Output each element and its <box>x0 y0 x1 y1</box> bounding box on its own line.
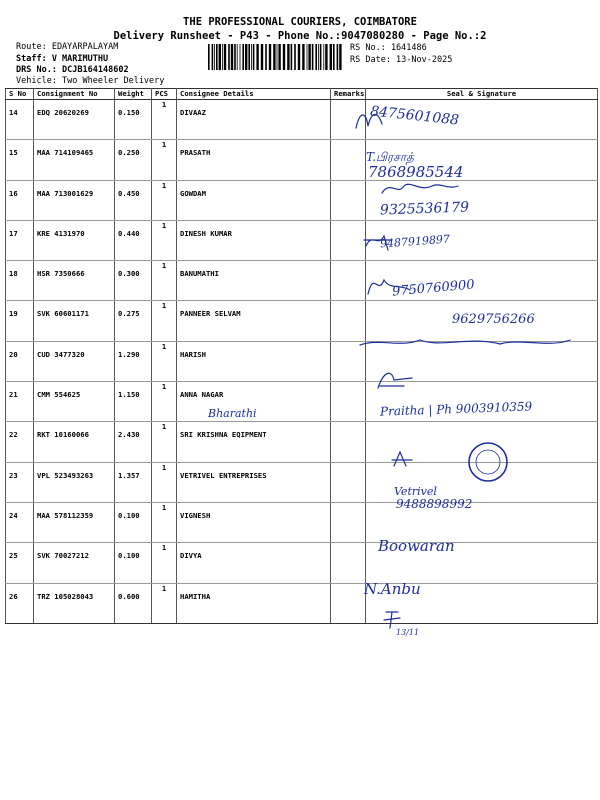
handwritten-r15-phone: 7868985544 <box>368 163 464 181</box>
cell-sno: 15 <box>6 140 34 180</box>
handwritten-r14: 8475601088 <box>369 103 460 129</box>
cell-weight: 0.300 <box>115 261 152 301</box>
table-row <box>6 502 598 542</box>
cell-sno: 21 <box>6 382 34 422</box>
cell-sno: 18 <box>6 261 34 301</box>
cell-consignment: VPL 523493263 <box>34 462 115 502</box>
table-row <box>6 261 598 301</box>
cell-consignee: GOWDAM <box>177 180 331 220</box>
cell-consignment: EDQ 20620269 <box>34 100 115 140</box>
cell-remarks <box>331 422 366 462</box>
col-sno: S No <box>6 89 34 100</box>
cell-weight: 1.357 <box>115 462 152 502</box>
cell-consignment: MAA 713001629 <box>34 180 115 220</box>
handwritten-r15-name: T.பிரசாத் <box>366 150 414 164</box>
cell-remarks <box>331 502 366 542</box>
cell-remarks <box>331 180 366 220</box>
cell-consignee: DINESH KUMAR <box>177 220 331 260</box>
cell-remarks <box>331 140 366 180</box>
cell-weight: 0.600 <box>115 583 152 623</box>
cell-pcs: 1 <box>152 583 177 623</box>
cell-remarks <box>331 261 366 301</box>
cell-remarks <box>331 341 366 381</box>
cell-consignee: BANUMATHI <box>177 261 331 301</box>
cell-sno: 17 <box>6 220 34 260</box>
table-row <box>6 422 598 462</box>
cell-consignee: DIVAAZ <box>177 100 331 140</box>
cell-weight: 1.290 <box>115 341 152 381</box>
cell-consignment: TRZ 105028043 <box>34 583 115 623</box>
cell-sno: 22 <box>6 422 34 462</box>
cell-consignee: HARISH <box>177 341 331 381</box>
rs-no-label: RS No.: 1641486 <box>350 43 427 53</box>
table-row <box>6 100 598 140</box>
table-row <box>6 341 598 381</box>
cell-weight: 0.450 <box>115 180 152 220</box>
cell-pcs: 1 <box>152 422 177 462</box>
cell-sno: 20 <box>6 341 34 381</box>
cell-consignment: KRE 4131970 <box>34 220 115 260</box>
cell-remarks <box>331 583 366 623</box>
cell-remarks <box>331 301 366 341</box>
col-consignee: Consignee Details <box>177 89 331 100</box>
barcode-image <box>207 44 343 70</box>
runsheet-table <box>5 88 598 624</box>
company-title: THE PROFESSIONAL COURIERS, COIMBATORE <box>183 16 417 28</box>
cell-signature <box>366 422 598 462</box>
cell-consignee: VETRIVEL ENTREPRISES <box>177 462 331 502</box>
cell-sno: 19 <box>6 301 34 341</box>
cell-pcs: 1 <box>152 543 177 583</box>
handwritten-r21: Praitha | Ph 9003910359 <box>379 399 533 419</box>
handwritten-r17: 9487919897 <box>379 232 451 251</box>
cell-sno: 23 <box>6 462 34 502</box>
cell-weight: 0.150 <box>115 100 152 140</box>
cell-consignment: MAA 714109465 <box>34 140 115 180</box>
col-consignment: Consignment No <box>34 89 115 100</box>
cell-consignee: HAMITHA <box>177 583 331 623</box>
cell-pcs: 1 <box>152 140 177 180</box>
cell-remarks <box>331 543 366 583</box>
table-row <box>6 140 598 180</box>
cell-consignment: CMM 554625 <box>34 382 115 422</box>
cell-consignee: ANNA NAGAR <box>177 382 331 422</box>
cell-remarks <box>331 382 366 422</box>
cell-pcs: 1 <box>152 462 177 502</box>
cell-weight: 0.100 <box>115 543 152 583</box>
table-row <box>6 462 598 502</box>
col-seal-signature: Seal & Signature <box>366 89 598 100</box>
cell-weight: 2.430 <box>115 422 152 462</box>
cell-pcs: 1 <box>152 301 177 341</box>
handwritten-r24: Boowaran <box>378 537 455 555</box>
handwritten-r18: 9750760900 <box>391 277 476 300</box>
cell-consignment: CUD 3477320 <box>34 341 115 381</box>
cell-consignee: PANNEER SELVAM <box>177 301 331 341</box>
table-row <box>6 543 598 583</box>
drs-label: DRS No.: DCJB164148602 <box>16 65 129 75</box>
handwritten-r23-name: Vetrivel <box>394 485 437 498</box>
cell-pcs: 1 <box>152 100 177 140</box>
table-row <box>6 583 598 623</box>
cell-sno: 24 <box>6 502 34 542</box>
cell-sno: 16 <box>6 180 34 220</box>
cell-signature <box>366 341 598 381</box>
runsheet-subtitle: Delivery Runsheet - P43 - Phone No.:9047080280 - Page No.:2 <box>113 30 487 42</box>
cell-sno: 26 <box>6 583 34 623</box>
cell-consignment: MAA 578112359 <box>34 502 115 542</box>
cell-remarks <box>331 100 366 140</box>
table-header-row <box>6 89 598 100</box>
cell-pcs: 1 <box>152 261 177 301</box>
cell-consignment: HSR 7350666 <box>34 261 115 301</box>
cell-weight: 0.440 <box>115 220 152 260</box>
rs-date-label: RS Date: 13-Nov-2025 <box>350 55 453 65</box>
col-weight: Weight <box>115 89 152 100</box>
cell-consignment: SVK 70027212 <box>34 543 115 583</box>
handwritten-r25: N.Anbu <box>364 580 421 598</box>
col-pcs: PCS <box>152 89 177 100</box>
staff-label: Staff: V MARIMUTHU <box>16 54 109 64</box>
cell-sno: 14 <box>6 100 34 140</box>
vehicle-label: Vehicle: Two Wheeler Delivery <box>16 76 165 86</box>
cell-weight: 0.275 <box>115 301 152 341</box>
cell-pcs: 1 <box>152 180 177 220</box>
col-remarks: Remarks <box>331 89 366 100</box>
table-row <box>6 180 598 220</box>
cell-consignment: RKT 10160066 <box>34 422 115 462</box>
cell-weight: 1.150 <box>115 382 152 422</box>
handwritten-r21-note: Bharathi <box>208 407 257 420</box>
cell-consignee: SRI KRISHNA EQIPMENT <box>177 422 331 462</box>
cell-consignee: DIVYA <box>177 543 331 583</box>
cell-pcs: 1 <box>152 502 177 542</box>
cell-consignee: VIGNESH <box>177 502 331 542</box>
handwritten-r16: 9325536179 <box>379 199 470 219</box>
route-label: Route: EDAYARPALAYAM <box>16 42 119 52</box>
handwritten-r26-date: 13/11 <box>396 628 420 637</box>
cell-weight: 0.100 <box>115 502 152 542</box>
cell-pcs: 1 <box>152 382 177 422</box>
handwritten-r23-phone: 9488898992 <box>396 497 473 511</box>
cell-sno: 25 <box>6 543 34 583</box>
cell-consignment: SVK 60601171 <box>34 301 115 341</box>
cell-remarks <box>331 462 366 502</box>
cell-pcs: 1 <box>152 220 177 260</box>
cell-weight: 0.250 <box>115 140 152 180</box>
cell-consignee: PRASATH <box>177 140 331 180</box>
handwritten-r19: 9629756266 <box>452 312 535 327</box>
cell-remarks <box>331 220 366 260</box>
table-row <box>6 220 598 260</box>
cell-pcs: 1 <box>152 341 177 381</box>
